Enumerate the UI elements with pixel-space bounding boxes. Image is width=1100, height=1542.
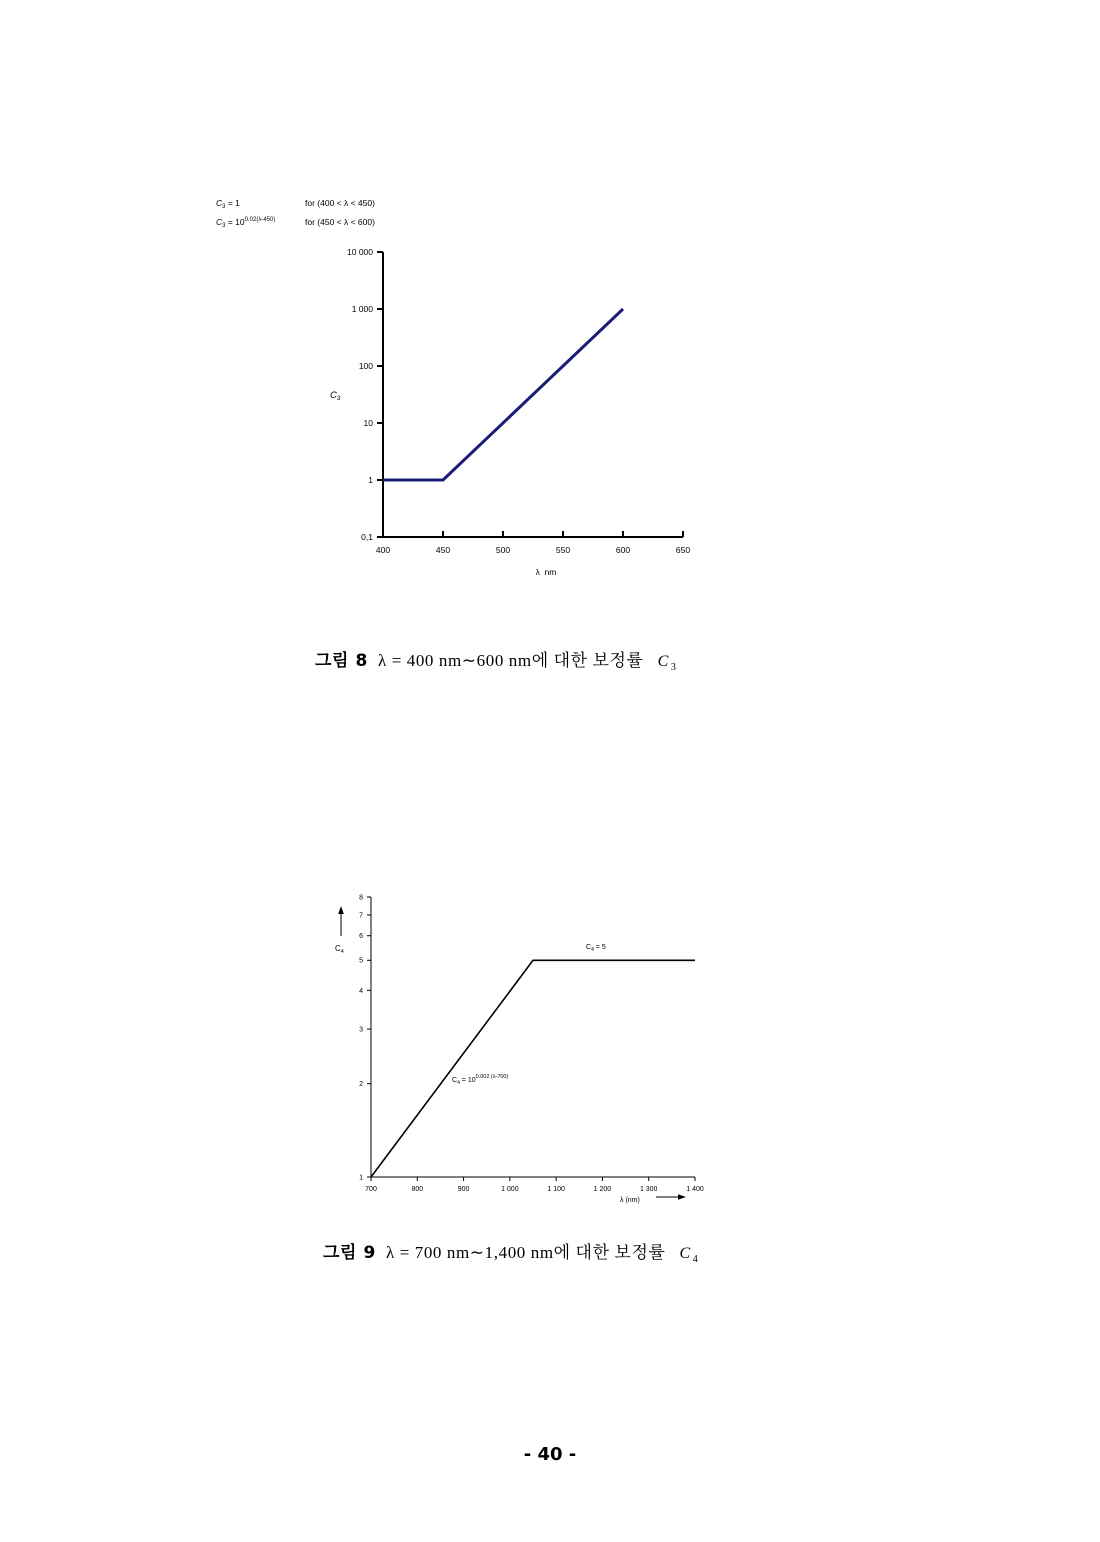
x-tick-label: 600: [615, 545, 631, 555]
x-axis-label: λ nm: [535, 567, 557, 577]
chart-c3: [0, 0, 1100, 620]
y-tick-label: 0,1: [361, 531, 373, 542]
x-tick-label: 450: [435, 545, 451, 555]
y-tick-label: 1: [368, 474, 373, 485]
x-axis-label: λ (nm): [620, 1197, 640, 1204]
formula-block: [216, 198, 375, 229]
formula-2-symbol: C: [216, 217, 223, 227]
figure-9-caption: [323, 1243, 698, 1270]
annotation-slope-symbol: C: [452, 1077, 458, 1084]
caption-symbol: [657, 653, 677, 673]
y-tick-label: 6: [359, 933, 363, 941]
y-tick-label: 3: [359, 1026, 363, 1034]
x-ticks: [376, 531, 690, 555]
annotation-slope-rhs: = 10: [459, 1077, 476, 1084]
y-axis-label: [335, 944, 344, 955]
series: [371, 960, 695, 1177]
x-tick-label: 500: [495, 545, 511, 555]
annotation-plateau-rhs: = 5: [593, 944, 606, 951]
x-tick-label: 1 400: [686, 1186, 704, 1193]
x-tick-label: 400: [375, 545, 391, 555]
formula-1-subscript: 3: [222, 204, 226, 210]
y-tick-label: 1 000: [351, 303, 373, 314]
caption-symbol: [679, 1245, 699, 1265]
figure-8-caption: [315, 651, 676, 678]
y-axis-label: [330, 390, 341, 402]
formula-1: [216, 198, 240, 210]
x-tick-label: 900: [457, 1186, 470, 1193]
caption-text: λ = 700 nm∼1,400 nm에 대한 보정률: [386, 1243, 666, 1262]
x-tick-label: 1 100: [547, 1186, 565, 1193]
y-axis-label-subscript: 3: [336, 395, 341, 402]
x-tick-label: 650: [675, 545, 691, 555]
annotation-plateau-subscript: 4: [591, 947, 594, 953]
caption-symbol-letter: C: [679, 1245, 691, 1262]
x-tick-label: 1 200: [593, 1186, 612, 1193]
series: [383, 309, 623, 480]
caption-symbol-subscript: 3: [670, 662, 677, 673]
formula-2-condition: for (450 < λ < 600): [305, 217, 375, 227]
y-axis-label-symbol: C: [330, 390, 337, 401]
y-tick-label: 2: [359, 1081, 363, 1089]
series-line: [371, 960, 695, 1177]
up-arrow-icon: [338, 906, 344, 936]
y-ticks: [347, 247, 383, 542]
y-tick-label: 4: [359, 987, 363, 995]
caption-symbol-subscript: 4: [692, 1254, 699, 1265]
y-tick-label: 10 000: [347, 246, 373, 257]
formula-2-subscript: 3: [222, 223, 226, 229]
x-tick-label: 800: [411, 1186, 424, 1193]
y-axis-label-symbol: C: [335, 944, 341, 953]
x-tick-label: 550: [555, 545, 571, 555]
formula-2-rhs: = 10: [225, 217, 245, 227]
figure-label: 그림 9: [323, 1243, 376, 1263]
annotation-slope-subscript: 4: [457, 1080, 460, 1086]
y-tick-label: 8: [359, 894, 363, 902]
y-tick-label: 5: [359, 957, 363, 965]
y-ticks: [359, 894, 371, 1181]
annotation-plateau: [586, 944, 606, 953]
y-tick-label: 7: [359, 912, 363, 920]
y-tick-label: 1: [359, 1174, 363, 1182]
x-tick-label: 700: [365, 1186, 377, 1193]
axes: [371, 897, 695, 1177]
right-arrow-icon: [656, 1194, 686, 1200]
caption-text: λ = 400 nm∼600 nm에 대한 보정률: [378, 651, 644, 670]
annotation-plateau-symbol: C: [586, 944, 592, 951]
series-line: [383, 309, 623, 480]
y-tick-label: 10: [363, 417, 373, 428]
x-tick-label: 1 300: [639, 1186, 658, 1193]
formula-1-condition: for (400 < λ < 450): [305, 198, 375, 208]
x-ticks: [365, 1177, 704, 1193]
annotation-slope-exponent: 0.002 (λ-700): [475, 1074, 509, 1080]
chart-c4: [0, 860, 1100, 1220]
formula-2: [216, 217, 275, 229]
y-tick-label: 100: [358, 360, 373, 371]
formula-1-symbol: C: [216, 198, 223, 208]
formula-1-rhs: = 1: [225, 198, 240, 208]
formula-2-exponent: 0.02(λ-450): [244, 217, 276, 223]
annotation-slope: [452, 1074, 508, 1086]
figure-label: 그림 8: [315, 651, 368, 671]
x-tick-label: 1 000: [501, 1186, 519, 1193]
page-number: - 40 -: [523, 1444, 577, 1465]
y-axis-label-subscript: 4: [340, 949, 344, 955]
caption-symbol-letter: C: [657, 653, 669, 670]
